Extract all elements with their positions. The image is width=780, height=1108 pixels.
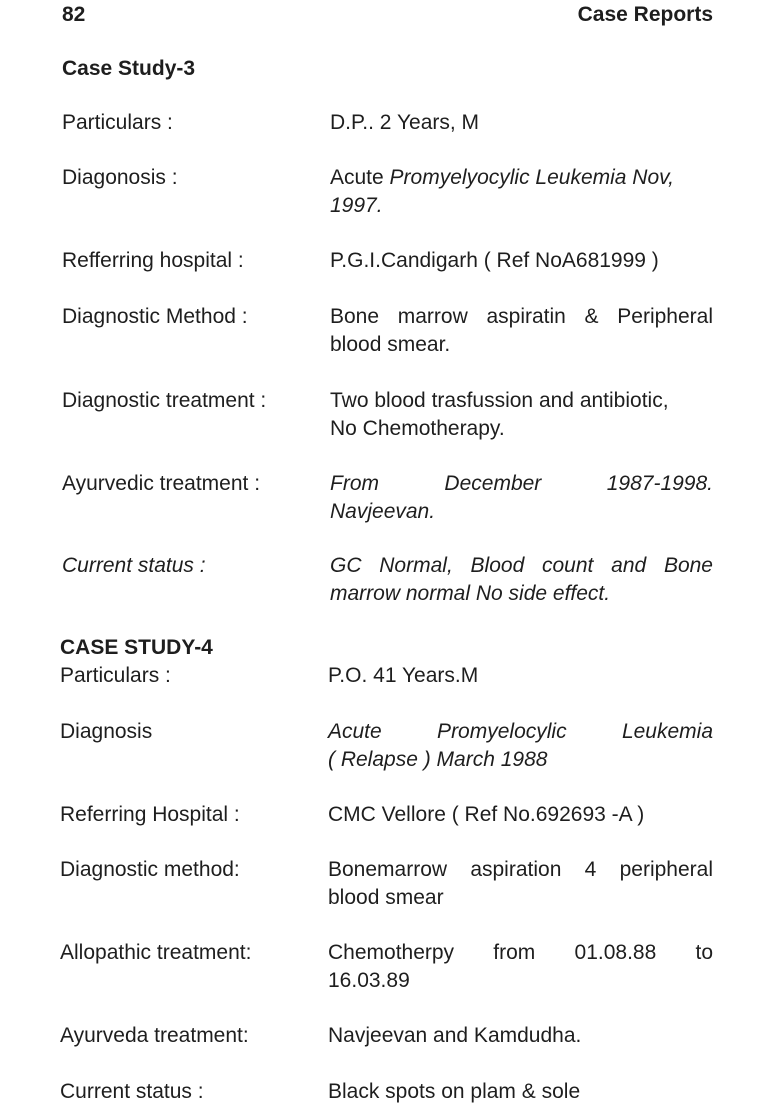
value-diagnostic-treatment bbox=[330, 387, 713, 443]
value-line: Navjeevan. bbox=[330, 500, 436, 523]
value-line: 1997. bbox=[330, 194, 383, 217]
value-diagnosis bbox=[328, 718, 713, 774]
value-line: ( Relapse ) March 1988 bbox=[328, 748, 548, 771]
value-referring-hospital bbox=[330, 247, 713, 275]
case-study-4-title: CASE STUDY-4 bbox=[60, 636, 213, 659]
value-line: P.O. 41 Years.M bbox=[328, 664, 479, 687]
label-diagnostic-method: Diagnostic method: bbox=[60, 858, 240, 881]
value-current-status bbox=[330, 552, 713, 608]
value-line: Acute Promyelocylic Leukemia bbox=[328, 720, 713, 743]
case-study-3-title: Case Study-3 bbox=[62, 57, 196, 80]
label-current-status: Current status : bbox=[62, 554, 206, 577]
running-header: Case Reports bbox=[577, 3, 713, 26]
value-line: P.G.I.Candigarh ( Ref NoA681999 ) bbox=[330, 249, 659, 272]
label-particulars: Particulars : bbox=[60, 664, 171, 687]
value-line: blood smear. bbox=[330, 333, 451, 356]
value-line: CMC Vellore ( Ref No.692693 -A ) bbox=[328, 803, 645, 826]
value-line: From December 1987-1998. bbox=[330, 472, 713, 495]
value-line: GC Normal, Blood count and Bone bbox=[330, 554, 713, 577]
value-line: blood smear bbox=[328, 886, 444, 909]
value-ayurveda-treatment bbox=[328, 1022, 713, 1050]
label-referring-hospital: Refferring hospital : bbox=[62, 249, 244, 272]
value-line: Chemotherpy from 01.08.88 to bbox=[328, 941, 713, 964]
label-diagnosis: Diagonosis : bbox=[62, 166, 178, 189]
value-diagnosis bbox=[330, 164, 713, 220]
value-ayurvedic-treatment bbox=[330, 470, 713, 526]
value-line: Bonemarrow aspiration 4 peripheral bbox=[328, 858, 713, 881]
value-line: 16.03.89 bbox=[328, 969, 410, 992]
label-diagnosis: Diagnosis bbox=[60, 720, 153, 743]
label-ayurveda-treatment: Ayurveda treatment: bbox=[60, 1024, 249, 1047]
value-italic: Promyelyocylic Leukemia Nov, bbox=[389, 166, 674, 189]
value-particulars bbox=[328, 662, 713, 690]
value-particulars bbox=[330, 109, 713, 137]
value-allopathic-treatment bbox=[328, 939, 713, 995]
label-ayurvedic-treatment: Ayurvedic treatment : bbox=[62, 472, 261, 495]
value-diagnostic-method bbox=[328, 856, 713, 912]
value-line: Black spots on plam & sole bbox=[328, 1080, 581, 1103]
label-allopathic-treatment: Allopathic treatment: bbox=[60, 941, 252, 964]
value-line: Bone marrow aspiratin & Peripheral bbox=[330, 305, 713, 328]
value-line: No Chemotherapy. bbox=[330, 417, 505, 440]
value-line: marrow normal No side effect. bbox=[330, 582, 611, 605]
label-diagnostic-treatment: Diagnostic treatment : bbox=[62, 389, 267, 412]
value-line bbox=[330, 164, 713, 192]
label-referring-hospital: Referring Hospital : bbox=[60, 803, 240, 826]
value-diagnostic-method bbox=[330, 303, 713, 359]
value-line: Two blood trasfussion and antibiotic, bbox=[330, 389, 669, 412]
label-particulars: Particulars : bbox=[62, 111, 173, 134]
value-line: Navjeevan and Kamdudha. bbox=[328, 1024, 582, 1047]
label-current-status: Current status : bbox=[60, 1080, 204, 1103]
value-line: D.P.. 2 Years, M bbox=[330, 111, 480, 134]
value-current-status bbox=[328, 1078, 713, 1106]
label-diagnostic-method: Diagnostic Method : bbox=[62, 305, 248, 328]
value-prefix: Acute bbox=[330, 166, 390, 189]
page-number: 82 bbox=[62, 3, 86, 26]
value-referring-hospital bbox=[328, 801, 713, 829]
